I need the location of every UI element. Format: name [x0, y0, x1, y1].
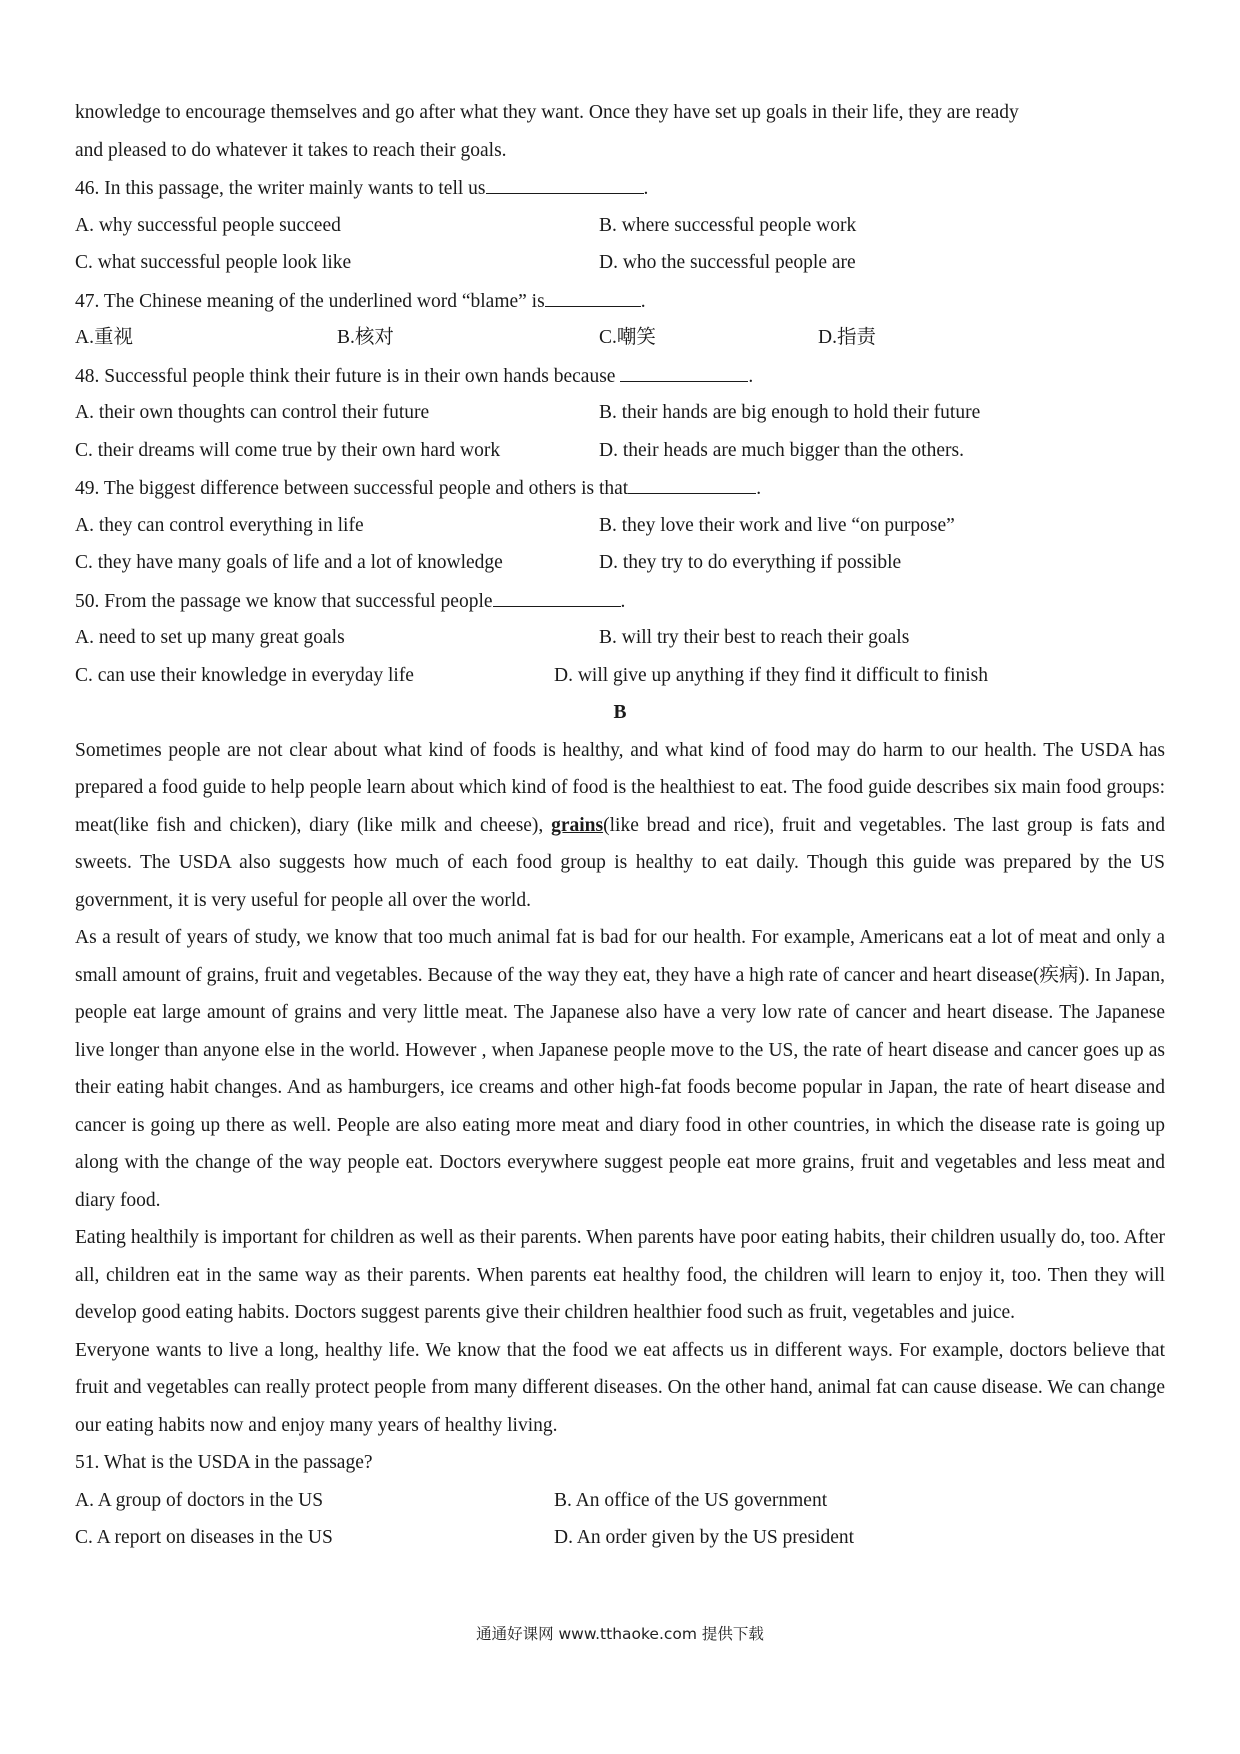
option-c: C. their dreams will come true by their own hard work	[75, 439, 501, 461]
options-row	[75, 432, 1165, 470]
answer-blank	[493, 582, 621, 607]
options-row	[75, 207, 1165, 245]
options-row	[75, 244, 1165, 282]
options-row	[75, 1482, 1165, 1520]
option-d: D. who the successful people are	[599, 252, 856, 273]
option-a: A. they can control everything in life	[75, 514, 364, 536]
option-d: D. they try to do everything if possible	[599, 552, 902, 573]
option-b: B. will try their best to reach their goals	[599, 627, 910, 648]
option-b: B. An office of the US government	[554, 1489, 828, 1511]
option-a: A.重视	[75, 327, 133, 348]
page-content	[75, 94, 1165, 1557]
question-51: 51. What is the USDA in the passage?	[75, 1452, 373, 1473]
section-b-title: B	[613, 702, 627, 723]
answer-blank	[620, 357, 748, 382]
passage-b-paragraph-4: Everyone wants to live a long, healthy life. We know that the food we eat affects us in different ways. For example, doctors believe that fruit and vegetables can really protect people from many different diseases. On the other hand, animal fat can cause disease. We can change our eating habits now and enjoy many years of healthy living.	[75, 1339, 1165, 1436]
option-c: C. what successful people look like	[75, 252, 352, 273]
passage-b-paragraph-1: Sometimes people are not clear about what kind of foods is healthy, and what kind of food may do harm to our health. The USDA has prepared a food guide to help people learn about which kind of food is the healthiest to eat. The food guide describes six main food groups: meat(like fish and chicken), diary (like milk and cheese), grains(like bread and rice), fruit and vegetables. The last group is fats and sweets. The USDA also suggests how much of each food group is healthy to eat daily. Though this guide was prepared by the US government, it is very useful for people all over the world.	[75, 739, 1165, 911]
underlined-word: grains	[551, 814, 604, 836]
passage-a-line: and pleased to do whatever it takes to reach their goals.	[75, 139, 507, 161]
passage-a-line: knowledge to encourage themselves and go after what they want. Once they have set up goals in their life, they are ready	[75, 102, 1019, 123]
question-stem: 49. The biggest difference between successful people and others is that	[75, 478, 629, 499]
options-row	[75, 619, 1165, 657]
option-c: C. they have many goals of life and a lot of knowledge	[75, 552, 503, 573]
option-a: A. their own thoughts can control their future	[75, 402, 430, 423]
option-b: B. where successful people work	[599, 214, 857, 236]
options-row	[75, 544, 1165, 582]
option-d: D. will give up anything if they find it difficult to finish	[554, 664, 989, 686]
option-a: A. why successful people succeed	[75, 214, 341, 236]
option-c: C. A report on diseases in the US	[75, 1527, 333, 1548]
question-stem: 50. From the passage we know that successful people	[75, 590, 493, 612]
option-d: D.指责	[818, 327, 876, 348]
question-47: 47. The Chinese meaning of the underlined word “blame” is .	[75, 282, 1165, 320]
question-50: 50. From the passage we know that successful people .	[75, 582, 1165, 620]
page-footer: 通通好课网 www.tthaoke.com 提供下载	[476, 1625, 764, 1643]
options-row	[75, 507, 1165, 545]
option-d: D. An order given by the US president	[554, 1527, 855, 1548]
options-row	[75, 1519, 1165, 1557]
answer-blank	[486, 169, 644, 194]
question-46: 46. In this passage, the writer mainly wants to tell us .	[75, 169, 1165, 207]
option-a: A. need to set up many great goals	[75, 627, 345, 648]
question-stem: 47. The Chinese meaning of the underlined word “blame” is	[75, 290, 545, 312]
question-48: 48. Successful people think their future is in their own hands because .	[75, 357, 1165, 395]
option-d: D. their heads are much bigger than the others.	[599, 439, 964, 461]
passage-b-paragraph-2: As a result of years of study, we know that too much animal fat is bad for our health. For example, Americans eat a lot of meat and only a small amount of grains, fruit and vegetables. Because of the way they eat, they have a high rate of cancer and heart disease(疾病). In Japan, people eat large amount of grains and very little meat. The Japanese also have a very low rate of cancer and heart disease. The Japanese live longer than anyone else in the world. However , when Japanese people move to the US, the rate of heart disease and cancer goes up as their eating habit changes. And as hamburgers, ice creams and other high-fat foods become popular in Japan, the rate of heart disease and cancer is going up there as well. People are also eating more meat and diary food in other countries, in which the disease rate is going up along with the change of the way people eat. Doctors everywhere suggest people eat more grains, fruit and vegetables and less meat and diary food.	[75, 927, 1165, 1211]
options-row	[75, 657, 1165, 695]
question-stem: 48. Successful people think their future is in their own hands because	[75, 365, 621, 387]
option-b: B.核对	[337, 327, 394, 348]
option-b: B. their hands are big enough to hold their future	[599, 402, 981, 423]
option-b: B. they love their work and live “on purpose”	[599, 514, 955, 536]
answer-blank	[628, 469, 756, 494]
option-c: C. can use their knowledge in everyday life	[75, 664, 414, 686]
passage-b-paragraph-3: Eating healthily is important for children as well as their parents. When parents have poor eating habits, their children usually do, too. After all, children eat in the same way as their parents. When parents eat healthy food, the children will learn to enjoy it, too. Then they will develop good eating habits. Doctors suggest parents give their children healthier food such as fruit, vegetables and juice.	[75, 1227, 1165, 1323]
question-stem: 46. In this passage, the writer mainly wants to tell us	[75, 178, 486, 199]
answer-blank	[545, 282, 641, 307]
options-row	[75, 394, 1165, 432]
option-a: A. A group of doctors in the US	[75, 1489, 324, 1511]
question-49: 49. The biggest difference between successful people and others is that .	[75, 469, 1165, 507]
option-c: C.嘲笑	[599, 327, 656, 348]
options-row	[75, 319, 1165, 357]
